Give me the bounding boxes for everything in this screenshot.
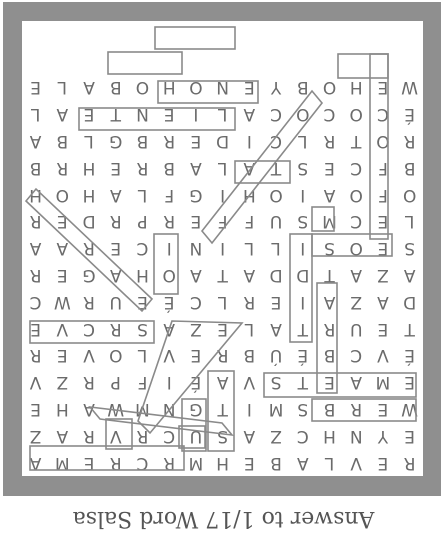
grid-letter: A bbox=[323, 184, 336, 205]
grid-letter: E bbox=[190, 131, 202, 152]
grid-letter: R bbox=[83, 238, 95, 259]
grid-row bbox=[22, 208, 423, 235]
grid-letter: T bbox=[110, 104, 121, 125]
grid-letter: L bbox=[217, 104, 228, 125]
grid-letter: A bbox=[350, 265, 363, 286]
grid-letter: E bbox=[324, 372, 335, 393]
grid-letter: O bbox=[376, 131, 390, 152]
grid-letter: B bbox=[109, 77, 122, 98]
grid-letter: T bbox=[270, 157, 282, 178]
grid-letter: L bbox=[244, 238, 255, 259]
grid-letter: R bbox=[163, 452, 176, 473]
grid-letter: D bbox=[403, 291, 417, 312]
caption-title: Answer to 1/17 Word Salsa bbox=[72, 506, 375, 531]
grid-letter: F bbox=[137, 372, 148, 393]
grid-letter: E bbox=[56, 345, 68, 366]
grid-letter: I bbox=[246, 399, 252, 420]
grid-letter: O bbox=[349, 184, 363, 205]
grid-letter: V bbox=[56, 318, 69, 339]
grid-letter: A bbox=[29, 452, 42, 473]
grid-letter: E bbox=[270, 291, 282, 312]
grid-letter: Y bbox=[377, 425, 389, 446]
grid-letter: M bbox=[135, 399, 150, 420]
grid-letter: A bbox=[83, 399, 95, 420]
grid-letter: I bbox=[300, 238, 306, 259]
grid-letter: L bbox=[30, 104, 41, 125]
grid-letter: S bbox=[297, 211, 309, 232]
grid-letter: I bbox=[166, 372, 172, 393]
grid-letter: A bbox=[243, 157, 256, 178]
grid-letter: B bbox=[403, 157, 416, 178]
grid-letter: T bbox=[324, 265, 335, 286]
grid-letter: R bbox=[216, 345, 229, 366]
grid-letter: E bbox=[56, 265, 68, 286]
grid-letter: E bbox=[190, 345, 202, 366]
grid-letter: F bbox=[217, 211, 228, 232]
grid-letter: B bbox=[243, 345, 256, 366]
grid-letter: M bbox=[54, 452, 70, 473]
grid-letter: R bbox=[163, 131, 176, 152]
grid-letter: C bbox=[323, 104, 336, 125]
puzzle-frame bbox=[3, 2, 441, 496]
grid-letter: R bbox=[403, 452, 416, 473]
grid-letter: R bbox=[323, 318, 336, 339]
grid-letter: V bbox=[109, 425, 122, 446]
grid-letter: D bbox=[216, 131, 230, 152]
grid-letter: É bbox=[404, 345, 416, 366]
grid-letter: S bbox=[270, 372, 282, 393]
grid-letter: V bbox=[29, 372, 42, 393]
grid-letter: A bbox=[56, 238, 69, 259]
grid-letter: V bbox=[243, 372, 256, 393]
grid-letter: F bbox=[164, 184, 175, 205]
grid-letter: E bbox=[377, 238, 389, 259]
grid-letter: O bbox=[402, 184, 417, 205]
grid-letter: S bbox=[217, 425, 229, 446]
grid-letter: T bbox=[297, 372, 308, 393]
grid-letter: A bbox=[243, 425, 256, 446]
grid-letter: M bbox=[322, 211, 337, 232]
grid-letter: N bbox=[189, 238, 203, 259]
grid-letter: F bbox=[378, 184, 388, 205]
grid-letter: R bbox=[136, 157, 149, 178]
grid-letter: Z bbox=[29, 425, 42, 446]
grid-letter: S bbox=[137, 318, 148, 339]
grid-letter: E bbox=[83, 104, 95, 125]
grid-letter: É bbox=[297, 345, 309, 366]
grid-letter: A bbox=[109, 184, 122, 205]
grid-letter: D bbox=[296, 265, 310, 286]
grid-letter: E bbox=[324, 157, 335, 178]
grid-letter: R bbox=[109, 211, 122, 232]
grid-letter: C bbox=[296, 425, 309, 446]
grid-letter: L bbox=[137, 184, 148, 205]
grid-letter: F bbox=[244, 211, 255, 232]
grid-letter: É bbox=[163, 291, 175, 312]
grid-letter: B bbox=[270, 452, 282, 473]
grid-letter: B bbox=[323, 345, 336, 366]
grid-letter: É bbox=[190, 372, 202, 393]
grid-letter: L bbox=[324, 452, 335, 473]
grid-letter: V bbox=[350, 452, 363, 473]
grid-letter: R bbox=[83, 425, 95, 446]
grid-letter: H bbox=[82, 184, 96, 205]
grid-letter: Z bbox=[190, 318, 202, 339]
grid-letter: U bbox=[269, 211, 283, 232]
grid-letter: I bbox=[300, 291, 306, 312]
grid-letter: R bbox=[350, 399, 363, 420]
grid-letter: A bbox=[163, 318, 175, 339]
grid-letter: B bbox=[296, 77, 309, 98]
grid-letter: P bbox=[110, 372, 121, 393]
grid-row bbox=[22, 315, 423, 342]
grid-letter: I bbox=[166, 238, 172, 259]
grid-letter: R bbox=[83, 372, 95, 393]
grid-letter: L bbox=[57, 77, 68, 98]
grid-letter: A bbox=[29, 238, 42, 259]
grid-letter: O bbox=[322, 77, 337, 98]
grid-letter: R bbox=[29, 345, 42, 366]
grid-letter: L bbox=[244, 318, 255, 339]
grid-letter: I bbox=[246, 131, 252, 152]
grid-letter: R bbox=[136, 425, 149, 446]
grid-letter: A bbox=[243, 265, 256, 286]
grid-letter: H bbox=[242, 184, 256, 205]
grid-letter: A bbox=[190, 157, 202, 178]
grid-letter: O bbox=[189, 77, 203, 98]
grid-letter: O bbox=[135, 77, 150, 98]
grid-letter: A bbox=[190, 265, 202, 286]
grid-letter: W bbox=[107, 399, 125, 420]
grid-letter: R bbox=[29, 265, 42, 286]
grid-letter: A bbox=[323, 291, 336, 312]
grid-letter: C bbox=[350, 345, 363, 366]
grid-letter: I bbox=[220, 238, 226, 259]
grid-letter: Z bbox=[270, 425, 282, 446]
grid-letter: E bbox=[110, 157, 122, 178]
grid-letter: O bbox=[349, 238, 363, 259]
grid-letter: A bbox=[216, 372, 229, 393]
grid-row bbox=[22, 342, 423, 369]
grid-letter: R bbox=[109, 452, 122, 473]
grid-letter: V bbox=[377, 345, 389, 366]
grid-letter: E bbox=[377, 211, 389, 232]
grid-letter: O bbox=[162, 265, 176, 286]
grid-letter: T bbox=[404, 318, 415, 339]
grid-letter: H bbox=[55, 399, 69, 420]
grid-letter: E bbox=[377, 399, 389, 420]
grid-letter: H bbox=[162, 77, 176, 98]
grid-letter: U bbox=[349, 318, 363, 339]
grid-letter: E bbox=[56, 211, 68, 232]
grid-letter: C bbox=[136, 238, 149, 259]
grid-letter: T bbox=[297, 318, 308, 339]
grid-letter: B bbox=[56, 131, 69, 152]
grid-letter: C bbox=[29, 291, 42, 312]
grid-letter: V bbox=[83, 345, 95, 366]
grid-letter: G bbox=[109, 131, 123, 152]
grid-letter: L bbox=[217, 291, 228, 312]
grid-letter: O bbox=[296, 104, 310, 125]
grid-letter: M bbox=[268, 399, 284, 420]
grid-letter: I bbox=[220, 184, 226, 205]
grid-letter: W bbox=[53, 291, 71, 312]
grid-letter: E bbox=[30, 399, 41, 420]
grid-letter: O bbox=[55, 184, 69, 205]
grid-letter: R bbox=[323, 131, 336, 152]
grid-letter: Ú bbox=[269, 345, 283, 366]
grid-letter: T bbox=[217, 399, 228, 420]
grid-letter: H bbox=[29, 184, 42, 205]
grid-letter: A bbox=[403, 265, 416, 286]
grid-letter: I bbox=[300, 184, 306, 205]
grid-letter: H bbox=[216, 452, 230, 473]
grid-letter: H bbox=[349, 77, 363, 98]
grid-letter: C bbox=[270, 131, 282, 152]
grid-row bbox=[22, 101, 423, 128]
grid-row bbox=[22, 262, 423, 289]
grid-letter: B bbox=[29, 157, 42, 178]
grid-letter: A bbox=[83, 77, 95, 98]
grid-letter: E bbox=[163, 104, 175, 125]
grid-row bbox=[22, 288, 423, 315]
grid-letter: L bbox=[137, 345, 148, 366]
grid-letter: E bbox=[30, 77, 41, 98]
grid-letter: B bbox=[136, 131, 149, 152]
grid-letter: S bbox=[297, 157, 309, 178]
grid-letter: E bbox=[243, 452, 255, 473]
grid-letter: E bbox=[217, 318, 228, 339]
grid-letter: L bbox=[217, 157, 228, 178]
grid-letter: B bbox=[323, 399, 336, 420]
grid-letter: Z bbox=[350, 291, 363, 312]
grid-letter: L bbox=[271, 238, 281, 259]
grid-letter: E bbox=[377, 318, 389, 339]
grid-letter: C bbox=[189, 291, 202, 312]
grid-letter: E bbox=[110, 238, 122, 259]
grid-row bbox=[22, 369, 423, 396]
grid-row bbox=[22, 154, 423, 181]
grid-letter: U bbox=[109, 291, 122, 312]
grid-letter: E bbox=[137, 291, 148, 312]
grid-letter: G bbox=[189, 399, 203, 420]
grid-letter: E bbox=[377, 452, 389, 473]
grid-letter: D bbox=[269, 265, 283, 286]
grid-letter: C bbox=[83, 318, 95, 339]
grid-letter: C bbox=[350, 211, 363, 232]
grid-letter: O bbox=[109, 345, 123, 366]
grid-letter: N bbox=[162, 399, 176, 420]
grid-letter: L bbox=[84, 131, 94, 152]
grid-row bbox=[22, 128, 423, 155]
grid-row bbox=[22, 396, 423, 423]
grid-letter: R bbox=[29, 211, 42, 232]
grid-letter: W bbox=[401, 399, 419, 420]
grid-letter: C bbox=[270, 104, 282, 125]
grid-letter: T bbox=[351, 131, 362, 152]
grid-letter: G bbox=[189, 184, 203, 205]
grid-letter: A bbox=[56, 425, 69, 446]
grid-letter: A bbox=[56, 104, 69, 125]
grid-letter: E bbox=[243, 77, 255, 98]
grid-letter: C bbox=[136, 452, 149, 473]
grid-letter: S bbox=[324, 238, 335, 259]
grid-letter: H bbox=[136, 265, 149, 286]
grid-letter: B bbox=[163, 157, 176, 178]
grid-letter: M bbox=[188, 452, 204, 473]
grid-letter: É bbox=[404, 104, 416, 125]
grid-letter: H bbox=[82, 157, 96, 178]
grid-row bbox=[22, 181, 423, 208]
grid-row bbox=[22, 449, 423, 476]
grid-letter: E bbox=[404, 425, 416, 446]
grid-letter: M bbox=[375, 372, 391, 393]
grid-letter: P bbox=[137, 211, 148, 232]
grid-letter: G bbox=[82, 265, 96, 286]
grid-letter: O bbox=[349, 104, 363, 125]
grid-letter: C bbox=[350, 157, 363, 178]
grid-letter: Z bbox=[56, 372, 69, 393]
grid-letter: A bbox=[270, 318, 282, 339]
grid-letter: N bbox=[136, 104, 149, 125]
grid-letter: I bbox=[193, 104, 199, 125]
grid-row bbox=[22, 74, 423, 101]
puzzle-board bbox=[22, 21, 423, 476]
grid-letter: N bbox=[216, 77, 229, 98]
grid-letter: C bbox=[376, 104, 389, 125]
grid-letter: E bbox=[190, 211, 202, 232]
grid-letter: O bbox=[269, 184, 283, 205]
grid-letter: R bbox=[243, 291, 256, 312]
grid-letter: E bbox=[404, 372, 416, 393]
grid-letter: W bbox=[401, 77, 419, 98]
grid-letter: Z bbox=[377, 265, 389, 286]
grid-letter: E bbox=[83, 452, 95, 473]
grid-letter: D bbox=[82, 211, 96, 232]
grid-letter: C bbox=[163, 425, 176, 446]
grid-letter: R bbox=[56, 157, 69, 178]
grid-letter: L bbox=[298, 131, 308, 152]
grid-letter: R bbox=[163, 211, 176, 232]
grid-letter: A bbox=[350, 372, 363, 393]
grid-letter: N bbox=[349, 425, 363, 446]
grid-letter: Y bbox=[270, 77, 282, 98]
grid-letter: S bbox=[297, 399, 309, 420]
grid-letter: E bbox=[30, 318, 41, 339]
grid-letter: R bbox=[403, 131, 416, 152]
grid-letter: A bbox=[109, 265, 122, 286]
grid-letter: L bbox=[404, 211, 415, 232]
grid-letter: F bbox=[378, 157, 388, 178]
grid-letter: A bbox=[243, 104, 256, 125]
grid-letter: R bbox=[83, 291, 95, 312]
grid-letter: U bbox=[189, 425, 203, 446]
grid-letter: A bbox=[29, 131, 42, 152]
grid-letter: A bbox=[296, 452, 309, 473]
grid-letter: V bbox=[163, 345, 175, 366]
grid-row bbox=[22, 422, 423, 449]
grid-letter: R bbox=[109, 318, 122, 339]
letter-grid bbox=[22, 21, 423, 476]
grid-letter: H bbox=[323, 425, 336, 446]
grid-letter: S bbox=[404, 238, 416, 259]
grid-letter: E bbox=[377, 77, 389, 98]
grid-letter: T bbox=[217, 265, 228, 286]
grid-row bbox=[22, 235, 423, 262]
grid-letter: A bbox=[377, 291, 389, 312]
